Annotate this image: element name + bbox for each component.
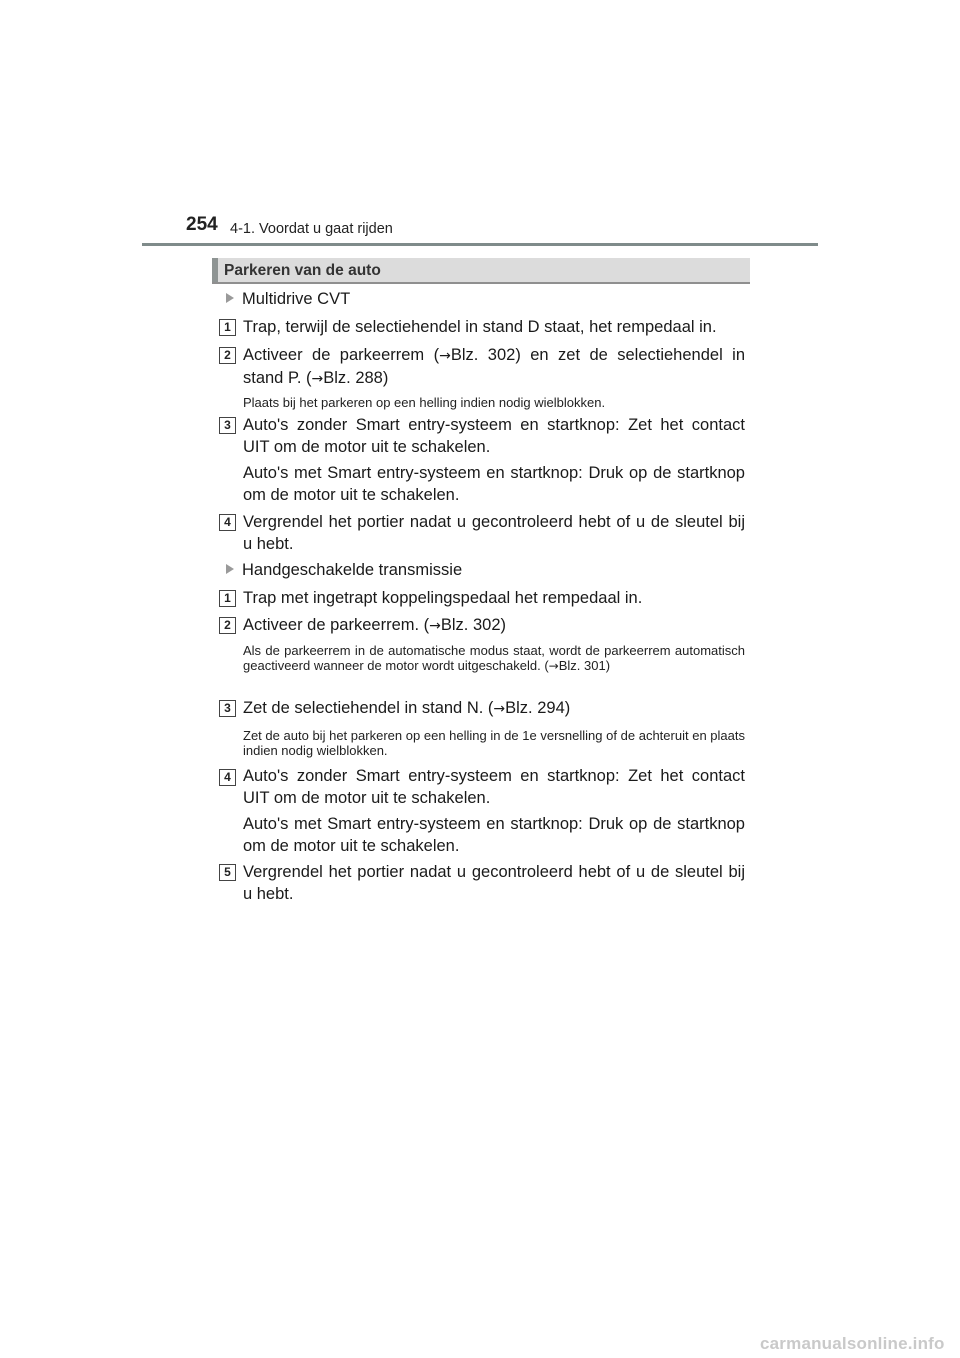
right-arrow-icon: → xyxy=(311,371,324,387)
cvt-step2-note: Plaats bij het parkeren op een helling indien nodig wielblokken. xyxy=(243,395,606,410)
subheading-manual-label: Handgeschakelde transmissie xyxy=(242,561,463,579)
cvt-step3-text: Auto's zonder Smart entry-systeem en startknop: Zet het contact UIT om de motor uit te schakelen. xyxy=(243,416,745,456)
cvt-step3-text2: Auto's met Smart entry-systeem en startknop: Druk op de startknop om de motor uit te schakelen. xyxy=(243,464,745,504)
step-number-icon: 3 xyxy=(219,700,236,717)
manual-step2-note: Als de parkeerrem in de automatische modus staat, wordt de parkeerrem automatisch geactiveerd wanneer de motor wordt uitgeschakeld. (→Blz. 301) xyxy=(243,643,745,673)
watermark: carmanualsonline.info xyxy=(760,1334,945,1353)
section-path: 4-1. Voordat u gaat rijden xyxy=(230,221,393,237)
manual-step5-text: Vergrendel het portier nadat u gecontroleerd hebt of u de sleutel bij u hebt. xyxy=(243,863,745,903)
manual-step3-note: Zet de auto bij het parkeren op een helling in de 1e versnelling of de achteruit en plaats indien nodig wielblokken. xyxy=(243,728,745,758)
step-number-icon: 5 xyxy=(219,864,236,881)
cvt-step2-text: Activeer de parkeerrem (→Blz. 302) en zet de selectiehendel in stand P. (→Blz. 288) xyxy=(243,346,745,387)
header-divider xyxy=(142,243,818,246)
manual-step4-text: Auto's zonder Smart entry-systeem en startknop: Zet het contact UIT om de motor uit te schakelen. xyxy=(243,767,745,807)
manual-step1-text: Trap met ingetrapt koppelingspedaal het rempedaal in. xyxy=(243,589,643,607)
subheading-cvt-label: Multidrive CVT xyxy=(242,290,351,308)
subheading-cvt xyxy=(226,290,350,309)
step-number-icon: 1 xyxy=(219,319,236,336)
triangle-bullet-icon xyxy=(226,293,234,303)
cvt-step4-text: Vergrendel het portier nadat u gecontroleerd hebt of u de sleutel bij u hebt. xyxy=(243,513,745,553)
manual-step4-text2: Auto's met Smart entry-systeem en startknop: Druk op de startknop om de motor uit te schakelen. xyxy=(243,815,745,855)
right-arrow-icon: → xyxy=(439,348,451,364)
step-number-icon: 1 xyxy=(219,590,236,607)
step-number-icon: 2 xyxy=(219,347,236,364)
right-arrow-icon: → xyxy=(493,701,506,717)
manual-step3-text: Zet de selectiehendel in stand N. (→Blz. 294) xyxy=(243,699,571,717)
right-arrow-icon: → xyxy=(548,659,559,673)
step-number-icon: 2 xyxy=(219,617,236,634)
subheading-manual xyxy=(226,561,462,580)
cvt-step1-text: Trap, terwijl de selectiehendel in stand D staat, het rempedaal in. xyxy=(243,318,717,336)
right-arrow-icon: → xyxy=(429,618,441,634)
page-number: 254 xyxy=(186,214,218,235)
step-number-icon: 4 xyxy=(219,514,236,531)
step-number-icon: 4 xyxy=(219,769,236,786)
section-title-bar xyxy=(212,258,750,284)
manual-step2-text: Activeer de parkeerrem. (→Blz. 302) xyxy=(243,616,507,634)
section-title: Parkeren van de auto xyxy=(224,262,381,279)
triangle-bullet-icon xyxy=(226,564,234,574)
step-number-icon: 3 xyxy=(219,417,236,434)
